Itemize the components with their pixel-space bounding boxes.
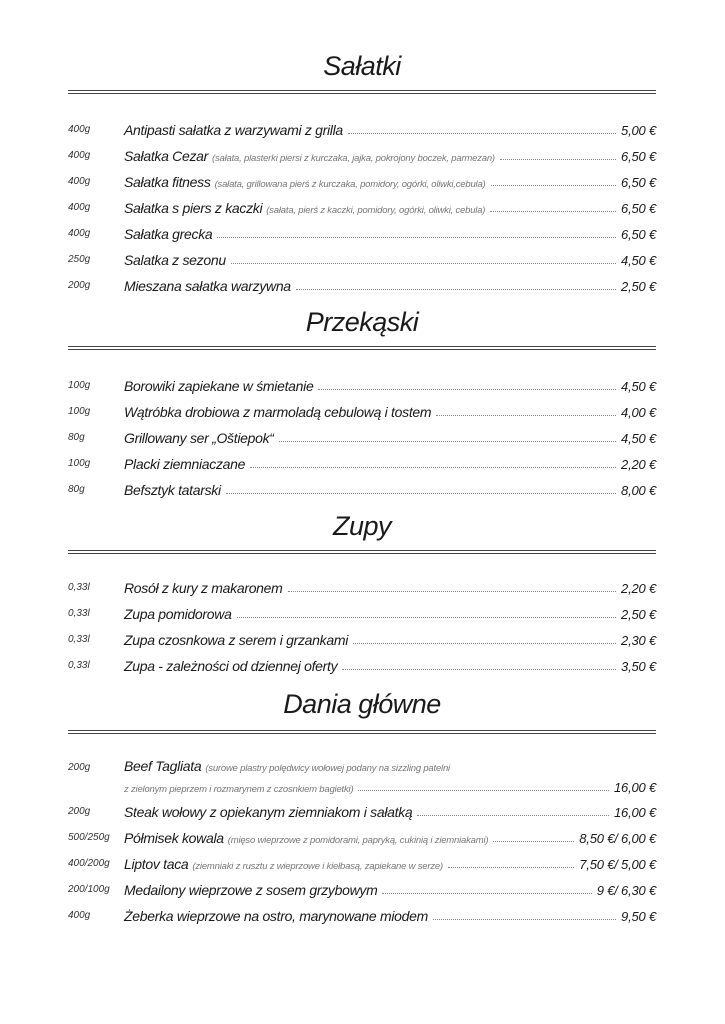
section-dania-glowne	[68, 686, 656, 924]
item-price: 2,20 €	[621, 581, 656, 596]
item-name: Sałatka Cezar	[124, 148, 209, 164]
dot-leader	[490, 211, 616, 212]
item-name: Steak wołowy z opiekanym ziemniakom i sałatką	[124, 804, 413, 820]
section-divider	[68, 730, 656, 734]
item-name: Zupa czosnkowa z serem i grzankami	[124, 632, 348, 648]
item-price: 6,50 €	[621, 175, 656, 190]
item-weight: 100g	[68, 406, 91, 417]
menu-item	[68, 118, 656, 138]
dot-leader	[500, 159, 616, 160]
section-title: Sałatki	[323, 51, 401, 81]
section-salatki	[68, 48, 656, 294]
item-weight: 200g	[68, 806, 91, 817]
menu-item	[68, 274, 656, 294]
item-price: 16,00 €	[614, 780, 656, 795]
item-description: (sałata, plasterki piersi z kurczaka, jajka, pokrojony boczek, parmezan)	[212, 153, 495, 164]
item-name: Borowiki zapiekane w śmietanie	[124, 378, 314, 394]
item-name: Beef Tagliata	[124, 758, 202, 774]
item-price: 4,50 €	[621, 431, 656, 446]
dot-leader	[288, 591, 617, 592]
item-name: Antipasti sałatka z warzywami z grilla	[124, 122, 343, 138]
dot-leader	[417, 815, 609, 816]
dot-leader	[226, 493, 616, 494]
section-title: Zupy	[332, 511, 392, 541]
menu-item	[68, 878, 656, 898]
menu-item	[68, 852, 656, 872]
item-price: 6,50 €	[621, 149, 656, 164]
menu-item	[68, 602, 656, 622]
item-price: 6,50 €	[621, 227, 656, 242]
item-weight: 400/200g	[68, 858, 110, 869]
item-weight: 250g	[68, 254, 91, 265]
item-weight: 400g	[68, 150, 91, 161]
item-weight: 0,33l	[68, 608, 90, 619]
menu-item	[68, 800, 656, 820]
dot-leader	[358, 790, 609, 791]
item-name: Półmisek kowala	[124, 830, 224, 846]
item-description: (ziemniaki z rusztu z wieprzowe i kiełbasą, zapiekane w serze)	[192, 861, 443, 872]
item-weight: 200g	[68, 762, 91, 773]
section-przekaski	[68, 304, 656, 498]
section-divider	[68, 550, 656, 554]
item-weight: 400g	[68, 910, 91, 921]
section-title: Dania główne	[283, 689, 441, 719]
menu-item	[68, 400, 656, 420]
item-name: Sałatka s piers z kaczki	[124, 200, 263, 216]
item-price: 4,50 €	[621, 379, 656, 394]
item-weight: 200g	[68, 280, 91, 291]
menu-item	[68, 144, 656, 164]
item-name: Mieszana sałatka warzywna	[124, 278, 291, 294]
item-name: Zupa pomidorowa	[124, 606, 232, 622]
item-weight: 400g	[68, 176, 91, 187]
item-name: Salatka z sezonu	[124, 252, 226, 268]
item-price: 16,00 €	[614, 805, 656, 820]
dot-leader	[353, 643, 616, 644]
menu-item	[68, 654, 656, 674]
item-price: 6,50 €	[621, 201, 656, 216]
section-zupy	[68, 508, 656, 674]
item-name: Liptov taca	[124, 856, 189, 872]
dot-leader	[237, 617, 616, 618]
item-description-continued: z zielonym pieprzem i rozmarynem z czosnkiem bagietki)	[124, 784, 354, 795]
item-weight: 400g	[68, 124, 91, 135]
item-name: Wątróbka drobiowa z marmoladą cebulową i tostem	[124, 404, 432, 420]
item-price: 4,00 €	[621, 405, 656, 420]
item-price: 8,50 €/ 6,00 €	[579, 831, 656, 846]
dot-leader	[448, 867, 574, 868]
menu-item	[68, 452, 656, 472]
section-title: Przekąski	[305, 307, 419, 337]
item-price: 5,00 €	[621, 123, 656, 138]
menu-item	[68, 170, 656, 190]
menu-item	[68, 826, 656, 846]
item-price: 9 €/ 6,30 €	[596, 883, 656, 898]
item-weight: 400g	[68, 228, 91, 239]
item-name: Placki ziemniaczane	[124, 456, 246, 472]
dot-leader	[296, 289, 616, 290]
item-weight: 0,33l	[68, 582, 90, 593]
item-price: 2,50 €	[621, 607, 656, 622]
item-price: 2,50 €	[621, 279, 656, 294]
item-price: 3,50 €	[621, 659, 656, 674]
item-description: (mięso wieprzowe z pomidorami, papryką, cukinią i ziemniakami)	[227, 835, 489, 846]
item-weight: 100g	[68, 458, 91, 469]
dot-leader	[348, 133, 616, 134]
item-weight: 0,33l	[68, 660, 90, 671]
menu-item	[68, 222, 656, 242]
item-price: 2,20 €	[621, 457, 656, 472]
item-weight: 500/250g	[68, 832, 110, 843]
item-description: (surowe plastry polędwicy wołowej podany na sizzling patelni	[205, 763, 450, 774]
dot-leader	[342, 669, 616, 670]
item-name: Sałatka grecka	[124, 226, 213, 242]
item-price: 2,30 €	[621, 633, 656, 648]
item-weight: 400g	[68, 202, 91, 213]
item-price: 4,50 €	[621, 253, 656, 268]
item-weight: 80g	[68, 484, 85, 495]
menu-item	[68, 478, 656, 498]
item-name: Grillowany ser „Oštiepok“	[124, 430, 274, 446]
section-divider	[68, 346, 656, 350]
item-weight: 200/100g	[68, 884, 110, 895]
item-name: Sałatka fitness	[124, 174, 211, 190]
dot-leader	[279, 441, 616, 442]
menu-item	[68, 904, 656, 924]
menu-item	[68, 576, 656, 596]
dot-leader	[217, 237, 616, 238]
menu-item	[68, 628, 656, 648]
menu-item	[68, 374, 656, 394]
dot-leader	[250, 467, 616, 468]
dot-leader	[231, 263, 616, 264]
section-divider	[68, 90, 656, 94]
dot-leader	[433, 919, 616, 920]
dot-leader	[318, 389, 616, 390]
dot-leader	[493, 841, 574, 842]
item-name: Żeberka wieprzowe na ostro, marynowane miodem	[124, 908, 428, 924]
item-price: 8,00 €	[621, 483, 656, 498]
item-price: 9,50 €	[621, 909, 656, 924]
item-name: Zupa - zależności od dziennej oferty	[124, 658, 338, 674]
dot-leader	[382, 893, 591, 894]
item-name: Befsztyk tatarski	[124, 482, 221, 498]
item-weight: 80g	[68, 432, 85, 443]
menu-item	[68, 758, 656, 802]
dot-leader	[491, 185, 617, 186]
item-weight: 0,33l	[68, 634, 90, 645]
item-price: 7,50 €/ 5,00 €	[579, 857, 656, 872]
menu-item	[68, 248, 656, 268]
item-name: Rosół z kury z makaronem	[124, 580, 283, 596]
dot-leader	[436, 415, 616, 416]
menu-item	[68, 426, 656, 446]
item-weight: 100g	[68, 380, 91, 391]
item-description: (sałata, pierś z kaczki, pomidory, ogórki, oliwki, cebula)	[266, 205, 486, 216]
menu-item	[68, 196, 656, 216]
item-name: Medailony wieprzowe z sosem grzybowym	[124, 882, 378, 898]
item-description: (sałata, grillowana pierś z kurczaka, pomidory, ogórki, oliwki,cebula)	[214, 179, 486, 190]
